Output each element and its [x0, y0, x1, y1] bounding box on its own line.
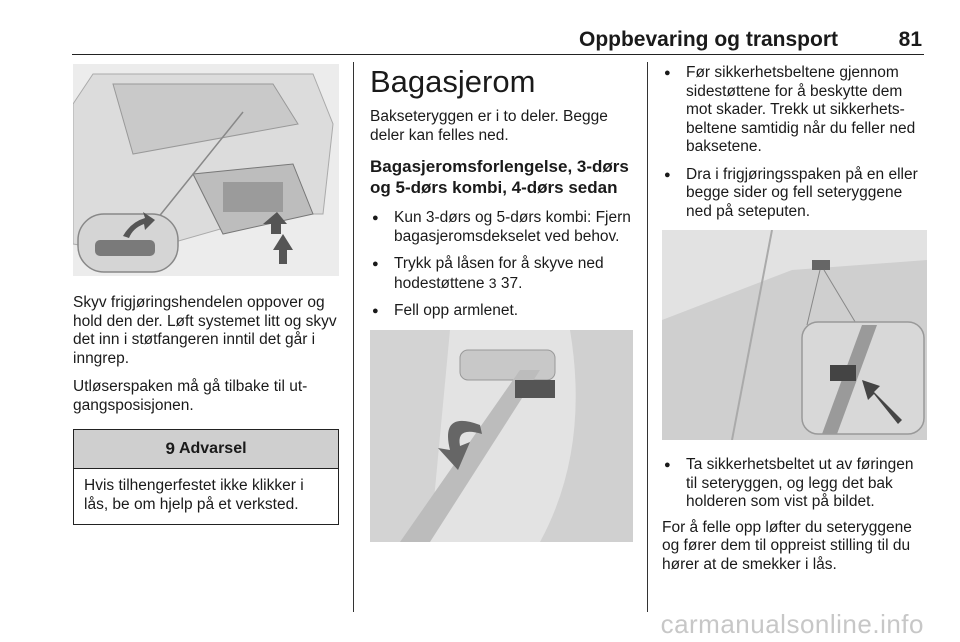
warning-box [73, 429, 339, 525]
section-heading: Bagasjerom [370, 64, 536, 99]
column-2 [370, 64, 633, 542]
seatbelt-drawing [662, 230, 927, 440]
intro-paragraph: Bakseteryggen er i to deler. Begge deler kan felles ned. [370, 108, 608, 144]
list-item: ● Før sikkerhetsbeltene gjennom sidestøttene for å beskytte dem mot skader. Trekk ut sikkerhets-beltene samtidig når du feller ned baksetene. [662, 64, 927, 157]
page-ref-icon: 3 [488, 274, 497, 291]
warning-body [74, 469, 338, 524]
armrest-drawing [370, 330, 633, 542]
column-1 [73, 64, 339, 525]
column-divider-2 [647, 62, 648, 612]
tow-bar-illustration [73, 64, 339, 276]
warning-title: Advarsel [178, 440, 247, 457]
list-item [370, 255, 633, 293]
list-item-text: Trykk på låsen for å skyve ned hodestøttene [394, 255, 604, 292]
list-item: ● Ta sikkerhetsbeltet ut av føringen til seteryggen, og legg det bak holderen som vist på bildet. [662, 456, 927, 512]
list-item: ● Fell opp armlenet. [370, 302, 633, 321]
bullet-list [370, 209, 633, 321]
warning-icon: 9 [165, 439, 175, 458]
instruction-paragraph: Skyv frigjøringshendelen oppover og hold den der. Løft systemet litt og skyv det inn i støtfangeren inntil det går i inngrep. [73, 294, 337, 367]
page-number: 81 [898, 28, 922, 51]
warning-text: Hvis tilhengerfestet ikke klikker i lås, be om hjelp på et verksted. [84, 477, 304, 513]
section-title: Oppbevaring og transport [578, 28, 838, 51]
tow-bar-drawing [73, 64, 339, 276]
warning-header [74, 430, 338, 469]
page-header [72, 28, 924, 55]
column-3 [662, 64, 927, 574]
list-item: ● Dra i frigjøringsspaken på en eller begge sider og fell seteryggene ned på seteputen. [662, 166, 927, 222]
lever-paragraph: Utløserspaken må gå tilbake til ut-gangsposisjonen. [73, 378, 308, 414]
seatbelt-illustration [662, 230, 927, 440]
closing-paragraph: For å felle opp løfter du seteryggene og fører dem til oppreist stilling til du hører at de smekker i lås. [662, 518, 912, 573]
list-item: ● Kun 3-dørs og 5-dørs kombi: Fjern bagasjeromsdekselet ved behov. [370, 209, 633, 246]
bullet-list [662, 64, 927, 221]
bullet-list [662, 456, 927, 512]
page-ref: 37. [500, 274, 523, 292]
subsection-heading: Bagasjeromsforlengelse, 3-dørs og 5-dørs kombi, 4-dørs sedan [370, 157, 629, 197]
armrest-illustration [370, 330, 633, 542]
watermark: carmanualsonline.info [660, 609, 924, 639]
column-divider-1 [353, 62, 354, 612]
